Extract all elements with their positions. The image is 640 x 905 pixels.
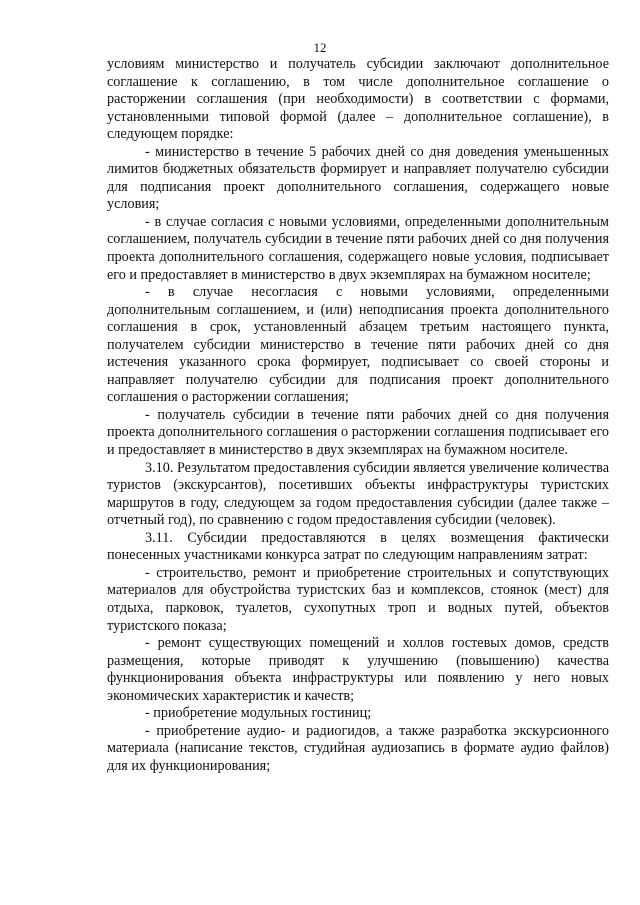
list-item-renovation: - ремонт существующих помещений и холлов гостевых домов, средств размещения, которые приводят к улучшению (повышению) качества функционирования объекта инфраструктуры или появлению у него новых экономических характеристик и качеств; xyxy=(107,635,609,704)
paragraph-clause-3-10: 3.10. Результатом предоставления субсидии является увеличение количества туристов (экскурсантов), посетивших объекты инфраструктуры туристских маршрутов в году, следующем за годом предоставления субсидии (далее также – отчетный год), по сравнению с годом предоставления субсидии (человек). xyxy=(107,459,609,529)
list-item-construction: - строительство, ремонт и приобретение строительных и сопутствующих материалов для обустройства туристских баз и комплексов, стоянок (мест) для отдыха, парковок, туалетов, сухопутных троп и водных путей, объектов туристского показа; xyxy=(107,564,609,634)
paragraph-ministry-step: - министерство в течение 5 рабочих дней со дня доведения уменьшенных лимитов бюджетных обязательств формирует и направляет получателю субсидии для подписания проект дополнительного соглашения, содержащего новые условия; xyxy=(107,143,609,213)
document-body xyxy=(107,56,609,775)
paragraph-clause-3-11: 3.11. Субсидии предоставляются в целях возмещения фактически понесенных участниками конкурса затрат по следующим направлениям затрат: xyxy=(107,529,609,564)
list-item-audio-guides: - приобретение аудио- и радиогидов, а также разработка экскурсионного материала (написание текстов, студийная аудиозапись в формате аудио файлов) для их функционирования; xyxy=(107,722,609,774)
page-number: 12 xyxy=(313,40,327,55)
paragraph-termination-step: - получатель субсидии в течение пяти рабочих дней со дня получения проекта дополнительного соглашения о расторжении соглашения подписывает его и предоставляет в министерство в двух экземплярах на бумажном носителе. xyxy=(107,406,609,459)
list-item-modular-hotels: - приобретение модульных гостиниц; xyxy=(145,705,372,722)
paragraph-disagreement-step: - в случае несогласия с новыми условиями, определенными дополнительным соглашением, и (или) неподписания проекта дополнительного соглашения в срок, установленный абзацем третьим настоящего пункта, получателем субсидии министерство в течение пяти рабочих дней со дня истечения указанного срока формирует, подписывает со своей стороны и направляет получателю субсидии для подписания проект дополнительного соглашения о расторжении соглашения; xyxy=(107,284,609,406)
paragraph-agreement-step: - в случае согласия с новыми условиями, определенными дополнительным соглашением, получатель субсидии в течение пяти рабочих дней со дня получения проекта дополнительного соглашения, содержащего новые условия, подписывает его и предоставляет в министерство в двух экземплярах на бумажном носителе; xyxy=(107,213,609,283)
paragraph-continuation: условиям министерство и получатель субсидии заключают дополнительное соглашение к соглашению, в том числе дополнительное соглашение о расторжении соглашения (при необходимости) в соответствии с формами, установленными типовой формой (далее – дополнительное соглашение), в следующем порядке: xyxy=(107,56,609,143)
